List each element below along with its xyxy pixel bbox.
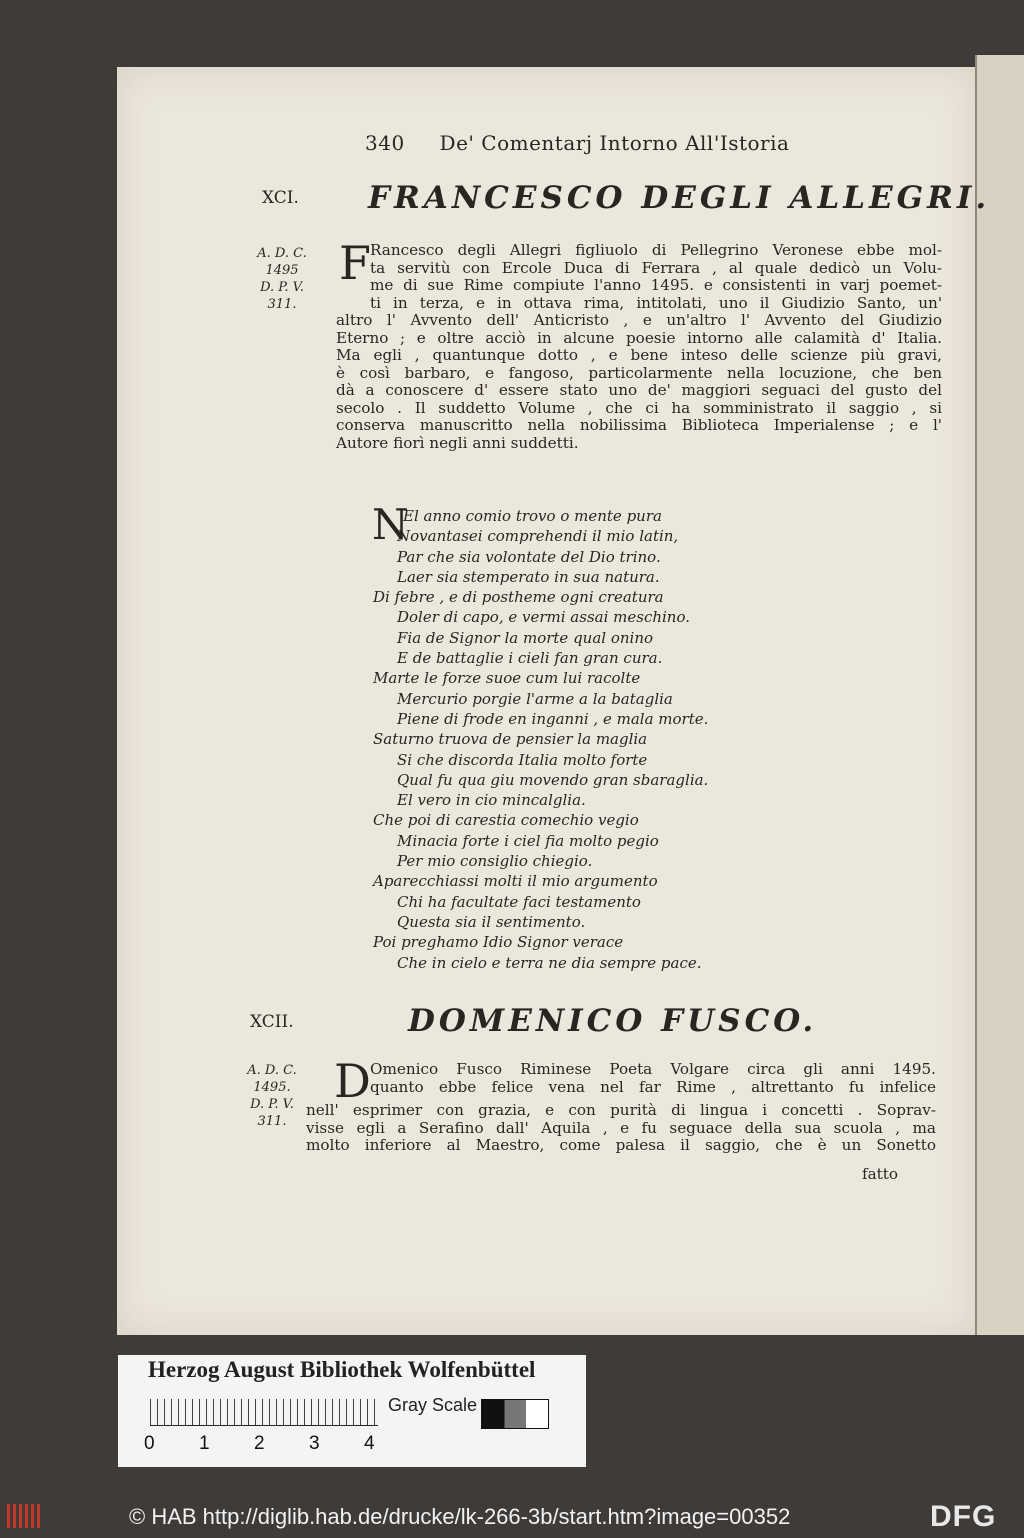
text-line: secolo . Il suddetto Volume , che ci ha somministrato il saggio , si [336,398,942,417]
entry-text [370,1061,936,1096]
margin-line: A. D. C. [247,1063,297,1078]
entry-number: XCII. [250,1012,294,1032]
verse-line: Doler di capo, e vermi assai meschino. [397,608,691,627]
facing-page-edge [975,55,1024,1335]
ruler-number: 3 [309,1433,320,1454]
verse-line: Mercurio porgie l'arme a la bataglia [397,689,673,708]
verse-line: Che poi di carestia comechio vegio [373,811,639,830]
drop-cap: F [339,236,371,290]
entry-number: XCI. [262,188,299,208]
margin-line: 1495 [265,263,299,278]
verse-line: Di febre , e di posthemе ogni creatura [373,588,664,607]
text-line: molto inferiore al Maestro, come palesa il saggio, che è un Sonetto [306,1136,936,1154]
verse-line: Chi ha facultate faci testamento [397,892,641,911]
verse-drop-cap: N [372,500,409,549]
running-head [365,131,789,155]
ruler-number: 0 [144,1433,155,1454]
text-line: altro l' Avvento dell' Anticristo , e un'altro l' Avvento del Giudizio [336,311,942,329]
text-line: ti in terza, e in ottava rima, intitolati, uno il Giudizio Santo, un' [370,293,942,312]
margin-line: 1495. [253,1080,291,1095]
dfg-logo: DFG [930,1500,997,1533]
verse-line: Aparecchiassi molti il mio argumento [373,872,658,891]
gray-scale-label: Gray Scale [388,1395,478,1415]
verse-line: Marte le forze suoe cum lui racolte [373,669,641,688]
text-line: è così barbaro, e fangoso, particolarmente nella locuzione, che ben [336,363,942,382]
verse-line: Laer sia stemperato in sua natura. [397,567,660,586]
catchword: fatto [862,1165,899,1183]
entry-title: DOMENICO FUSCO. [408,1003,818,1039]
verse-line: Per mio consiglio chiegio. [397,852,593,871]
page-number: 340 [365,131,405,155]
verse-line: Minacia forte i ciel fia molto pegio [397,831,659,850]
text-line: dà a conoscere d' essere stato uno de' maggiori seguaci del gusto del [336,381,942,399]
verse-line: El vero in cio mincalglia. [397,791,586,810]
running-title: De' Comentarj Intorno All'Istoria [439,131,790,155]
entry-text-continued [336,312,942,452]
text-line: quanto ebbe felice vena nel far Rime , altrettanto fu infelice [370,1077,936,1096]
text-line: conserva manuscritto nella nobilissima Biblioteca Imperialense ; e l' [336,416,942,434]
verse-line: Poi preghamo Idio Signor verace [373,933,624,952]
footer-bar [0,1500,1024,1538]
margin-line: 311. [267,297,297,312]
text-line: Rancesco degli Allegri figliuolo di Pellegrino Veronese ebbe mol- [370,241,942,259]
verse-line: Si che discorda Italia molto forte [397,750,648,769]
entry-text-continued [306,1102,936,1155]
source-url[interactable]: © HAB http://diglib.hab.de/drucke/lk-266-3b/start.htm?image=00352 [129,1504,791,1529]
verse-line: El anno comio trovo o mente pura [403,507,662,525]
verse-line: Fia de Signor la morte qual onino [397,628,654,647]
ruler-numbers [144,1433,419,1455]
margin-line: D. P. V. [260,280,304,295]
ruler-number: 1 [199,1433,210,1454]
verse-line: Qual fu qua giu movendo gran sbaraglia. [397,770,709,789]
text-line: Omenico Fusco Riminese Poeta Volgare circa gli anni 1495. [370,1060,936,1078]
verse-line: Che in cielo e terra ne dia sempre pace. [397,953,702,972]
drop-cap: D [334,1054,371,1108]
verse-line: Questa sia il sentimento. [397,912,586,931]
text-line: ta servitù con Ercole Duca di Ferrara , al quale dedicò un Volu- [370,258,942,277]
library-name: Herzog August Bibliothek Wolfenbüttel [148,1357,536,1382]
entry-title: FRANCESCO DEGLI ALLEGRI. [368,180,991,216]
margin-line: A. D. C. [257,246,307,261]
scale-ruler [150,1399,378,1426]
text-line: nell' esprimer con grazia, e con purità di lingua i concetti . Soprav- [306,1101,936,1119]
text-line: Ma egli , quantunque dotto , e bene inteso delle scienze più gravi, [336,346,942,364]
verse-line: Saturno truova de pensier la maglia [373,730,648,749]
color-reference-card [118,1355,586,1467]
verse-line: Novantasei comprehendi il mio latin, [397,527,679,546]
ruler-number: 4 [364,1433,375,1454]
margin-line: D. P. V. [250,1097,294,1112]
verse-line: E de battaglie i cieli fan gran cura. [397,649,663,668]
gray-scale-swatch [481,1399,549,1429]
verse-line: Piene di frode en inganni , e mala morte. [397,709,709,728]
verse-line: Par che sia volontate del Dio trino. [397,547,661,566]
ruler-number: 2 [254,1433,265,1454]
entry-text [370,242,942,312]
verse-block [373,506,793,973]
margin-note [232,245,332,313]
margin-line: 311. [257,1114,287,1129]
text-line: Autore fiorì negli anni suddetti. [336,433,579,452]
text-line: me di sue Rime compiute l'anno 1495. e consistenti in varj poemet- [370,276,942,294]
text-line: visse egli a Serafino dall' Aquila , e fu seguace della sua scuola , ma [306,1118,936,1137]
text-line: Eterno ; e oltre acciò in alcune poesie intorno alle calamità d' Italia. [336,328,942,347]
hab-logo-icon [7,1504,41,1528]
